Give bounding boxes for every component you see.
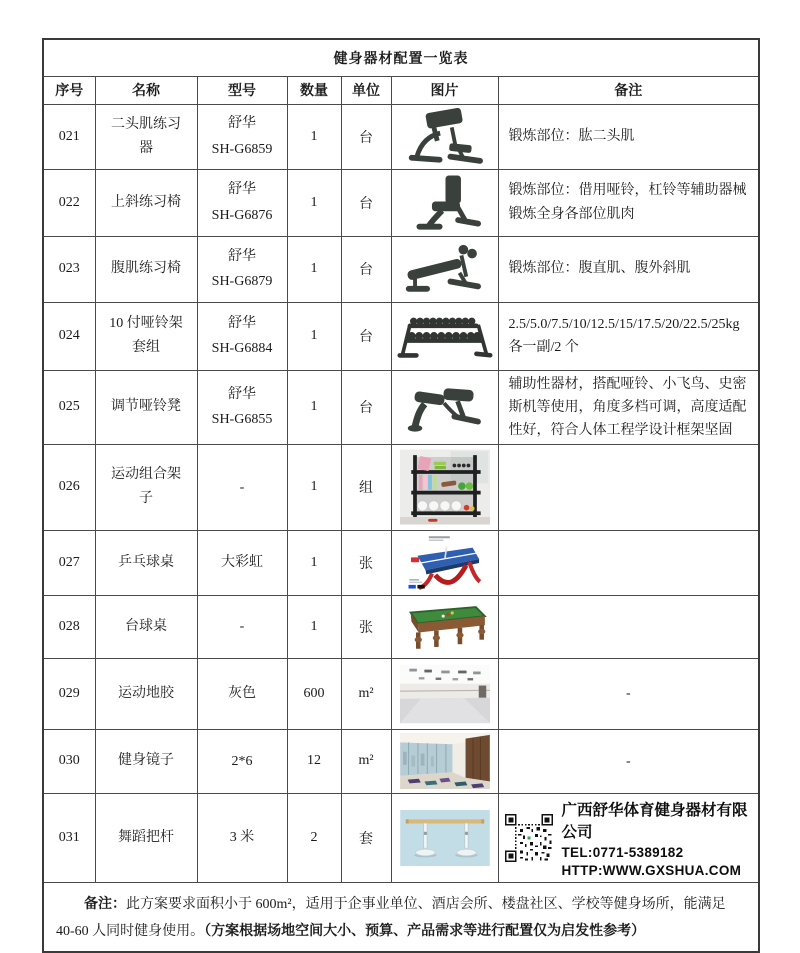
preacher-curl-bench-image (391, 104, 498, 169)
table-row (43, 370, 759, 444)
quantity: 2 (287, 793, 341, 882)
equipment-model: 舒华 SH-G6855 (197, 370, 287, 444)
incline-exercise-chair-image (391, 169, 498, 236)
table-row (43, 302, 759, 370)
table-tennis-table-image (391, 530, 498, 595)
quantity: 1 (287, 530, 341, 595)
remark: 2.5/5.0/7.5/10/12.5/15/17.5/20/22.5/25kg 各一副/2 个 (498, 302, 759, 370)
equipment-model: 舒华 SH-G6879 (197, 236, 287, 302)
quantity: 1 (287, 236, 341, 302)
equipment-model: 大彩虹 (197, 530, 287, 595)
gym-mirror-image (391, 729, 498, 793)
quantity: 1 (287, 104, 341, 169)
equipment-name: 10 付哑铃架套组 (95, 302, 197, 370)
table-row (43, 729, 759, 793)
col-header-unit: 单位 (341, 76, 391, 104)
equipment-model: 灰色 (197, 658, 287, 729)
remark: - (498, 729, 759, 793)
row-no: 025 (43, 370, 95, 444)
quantity: 1 (287, 370, 341, 444)
quantity: 1 (287, 302, 341, 370)
unit: 张 (341, 530, 391, 595)
col-header-qty: 数量 (287, 76, 341, 104)
equipment-name: 健身镜子 (95, 729, 197, 793)
equipment-model: 舒华 SH-G6876 (197, 169, 287, 236)
row-no: 021 (43, 104, 95, 169)
table-row (43, 169, 759, 236)
equipment-model: 舒华 SH-G6884 (197, 302, 287, 370)
equipment-name: 乒乓球桌 (95, 530, 197, 595)
unit: 台 (341, 370, 391, 444)
footer-note-row (43, 882, 759, 952)
row-no: 026 (43, 444, 95, 530)
equipment-name: 台球桌 (95, 595, 197, 658)
storage-rack-image (391, 444, 498, 530)
unit: 台 (341, 169, 391, 236)
quantity: 1 (287, 444, 341, 530)
footer-note-text: 此方案要求面积小于 600m²，适用于企事业单位、酒店会所、楼盘社区、学校等健身场所，能满足 40-60 人同时健身使用。 (56, 896, 726, 940)
table-row (43, 793, 759, 882)
quantity: 1 (287, 595, 341, 658)
equipment-name: 上斜练习椅 (95, 169, 197, 236)
company-remark-cell (498, 793, 759, 882)
equipment-model: - (197, 595, 287, 658)
abdominal-bench-image (391, 236, 498, 302)
table-row (43, 444, 759, 530)
page-title: 健身器材配置一览表 (43, 39, 759, 76)
col-header-no: 序号 (43, 76, 95, 104)
qr-code (505, 814, 553, 862)
equipment-name: 调节哑铃凳 (95, 370, 197, 444)
remark (498, 444, 759, 530)
table-row (43, 236, 759, 302)
row-no: 022 (43, 169, 95, 236)
adjustable-bench-image (391, 370, 498, 444)
remark (498, 595, 759, 658)
col-header-model: 型号 (197, 76, 287, 104)
quantity: 1 (287, 169, 341, 236)
col-header-name: 名称 (95, 76, 197, 104)
equipment-name: 二头肌练习器 (95, 104, 197, 169)
unit: 组 (341, 444, 391, 530)
equipment-name: 舞蹈把杆 (95, 793, 197, 882)
equipment-model: 舒华 SH-G6859 (197, 104, 287, 169)
remark (498, 530, 759, 595)
row-no: 023 (43, 236, 95, 302)
remark: 锻炼部位：腹直肌、腹外斜肌 (498, 236, 759, 302)
remark: 锻炼部位：肱二头肌 (498, 104, 759, 169)
quantity: 600 (287, 658, 341, 729)
equipment-name: 运动组合架子 (95, 444, 197, 530)
equipment-table (42, 38, 760, 953)
sports-flooring-image (391, 658, 498, 729)
table-row (43, 658, 759, 729)
remark: - (498, 658, 759, 729)
table-row (43, 104, 759, 169)
company-name: 广西舒华体育健身器材有限公司 (561, 801, 748, 841)
equipment-model: - (197, 444, 287, 530)
company-url: HTTP:WWW.GXSHUA.COM (561, 862, 742, 878)
table-row (43, 595, 759, 658)
row-no: 030 (43, 729, 95, 793)
ballet-barre-image (391, 793, 498, 882)
row-no: 029 (43, 658, 95, 729)
dumbbell-rack-image (391, 302, 498, 370)
equipment-model: 3 米 (197, 793, 287, 882)
footer-note-bold-text: （方案根据场地空间大小、预算、产品需求等进行配置仅为启发性参考） (204, 924, 646, 940)
company-tel: TEL:0771-5389182 (561, 844, 684, 860)
row-no: 027 (43, 530, 95, 595)
row-no: 031 (43, 793, 95, 882)
row-no: 024 (43, 302, 95, 370)
unit: 套 (341, 793, 391, 882)
col-header-picture: 图片 (391, 76, 498, 104)
unit: 台 (341, 302, 391, 370)
unit: m² (341, 658, 391, 729)
equipment-name: 腹肌练习椅 (95, 236, 197, 302)
footer-note-label: 备注： (84, 896, 126, 912)
equipment-name: 运动地胶 (95, 658, 197, 729)
row-no: 028 (43, 595, 95, 658)
billiard-table-image (391, 595, 498, 658)
remark: 锻炼部位：借用哑铃，杠铃等辅助器械锻炼全身各部位肌肉 (498, 169, 759, 236)
col-header-remark: 备注 (498, 76, 759, 104)
quantity: 12 (287, 729, 341, 793)
footer-note (43, 882, 759, 952)
unit: 张 (341, 595, 391, 658)
unit: m² (341, 729, 391, 793)
equipment-model: 2*6 (197, 729, 287, 793)
unit: 台 (341, 236, 391, 302)
remark: 辅助性器材，搭配哑铃、小飞鸟、史密斯机等使用，角度多档可调，高度适配性好，符合人体工程学设计框架坚固 (498, 370, 759, 444)
unit: 台 (341, 104, 391, 169)
table-row (43, 530, 759, 595)
